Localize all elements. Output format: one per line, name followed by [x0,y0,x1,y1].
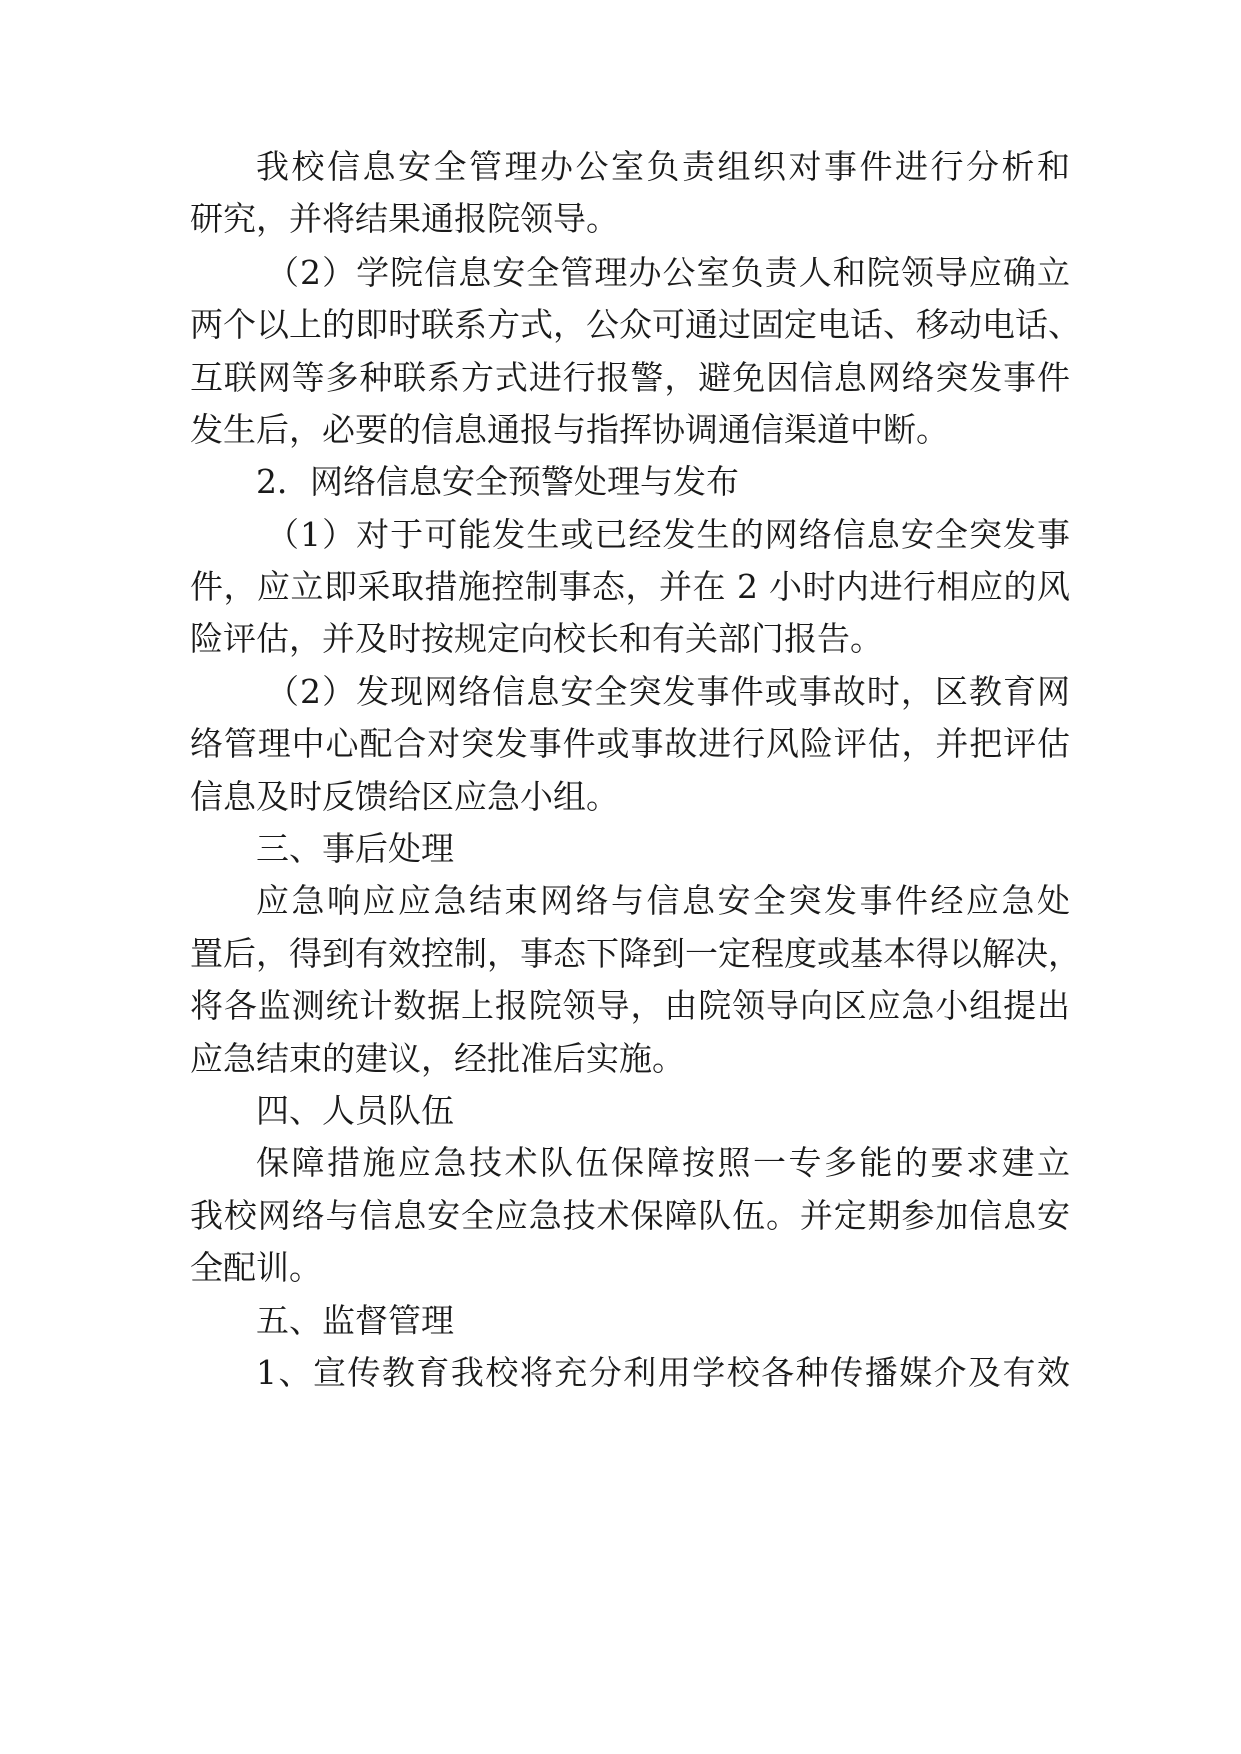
paragraph-line-15: 应急响应应急结束网络与信息安全突发事件经应急处 [256,881,1070,920]
paragraph-line-16: 置后，得到有效控制，事态下降到一定程度或基本得以解决， [190,934,1081,973]
paragraph-line-24: 1、宣传教育我校将充分利用学校各种传播媒介及有效 [256,1353,1070,1392]
paragraph-line-13: 信息及时反馈给区应急小组。 [190,777,619,816]
section-heading-personnel: 四、人员队伍 [256,1091,454,1130]
paragraph-line-2: 研究，并将结果通报院领导。 [190,199,619,238]
paragraph-line-8: （1）对于可能发生或已经发生的网络信息安全突发事 [266,515,1070,554]
paragraph-line-17: 将各监测统计数据上报院领导，由院领导向区应急小组提出 [190,986,1070,1025]
paragraph-line-6: 发生后，必要的信息通报与指挥协调通信渠道中断。 [190,410,949,449]
paragraph-line-1: 我校信息安全管理办公室负责组织对事件进行分析和 [256,147,1070,186]
paragraph-line-10: 险评估，并及时按规定向校长和有关部门报告。 [190,619,883,658]
paragraph-line-18: 应急结束的建议，经批准后实施。 [190,1039,685,1078]
paragraph-line-12: 络管理中心配合对突发事件或事故进行风险评估，并把评估 [190,724,1070,763]
paragraph-line-9: 件，应立即采取措施控制事态，并在 2 小时内进行相应的风 [190,567,1070,606]
paragraph-line-21: 我校网络与信息安全应急技术保障队伍。并定期参加信息安 [190,1196,1070,1235]
section-heading-early-warning: 2．网络信息安全预警处理与发布 [256,462,739,501]
paragraph-line-22: 全配训。 [190,1248,322,1287]
paragraph-line-3: （2）学院信息安全管理办公室负责人和院领导应确立 [266,253,1070,292]
paragraph-line-20: 保障措施应急技术队伍保障按照一专多能的要求建立 [256,1143,1070,1182]
paragraph-line-4: 两个以上的即时联系方式，公众可通过固定电话、移动电话、 [190,305,1081,344]
section-heading-aftermath: 三、事后处理 [256,829,454,868]
section-heading-supervision: 五、监督管理 [256,1301,454,1340]
paragraph-line-5: 互联网等多种联系方式进行报警，避免因信息网络突发事件 [190,358,1070,397]
paragraph-line-11: （2）发现网络信息安全突发事件或事故时，区教育网 [266,672,1070,711]
